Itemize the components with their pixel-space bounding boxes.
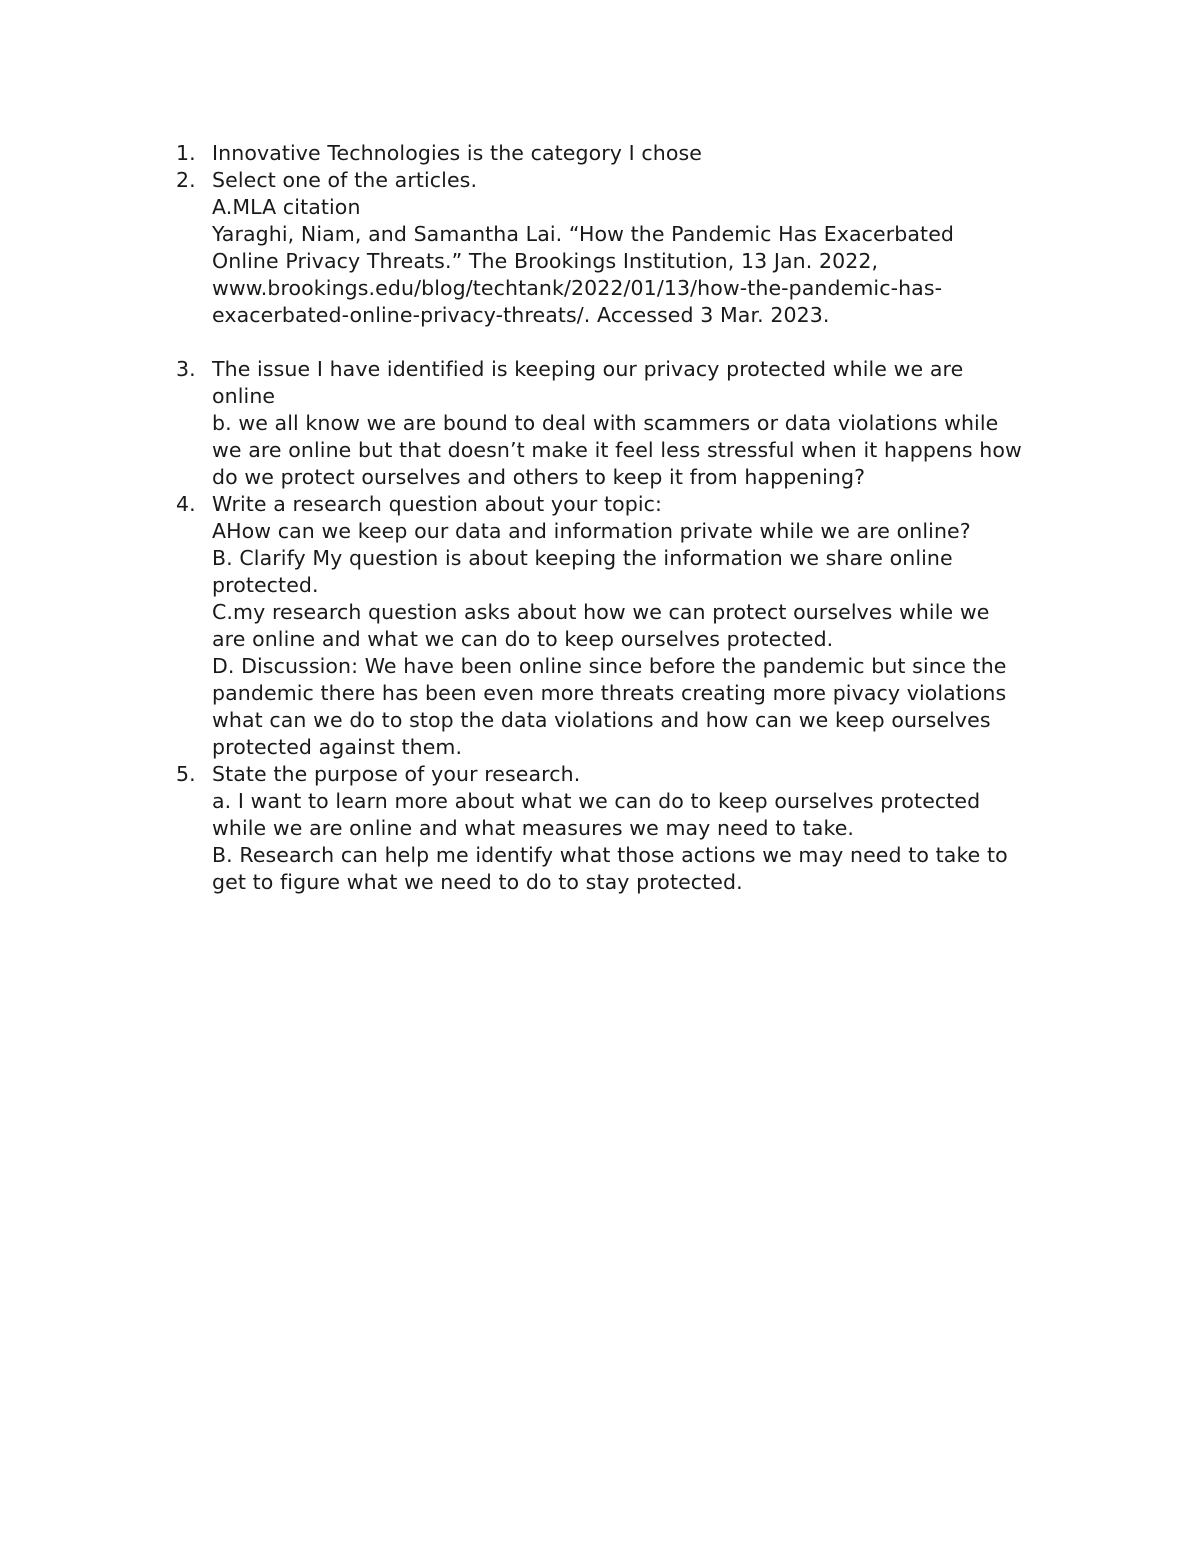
text-line: we are online but that doesn’t make it feel less stressful when it happens how [212,438,1022,462]
text-line: a. I want to learn more about what we can do to keep ourselves protected [212,789,981,813]
text-line: The issue I have identified is keeping our privacy protected while we are [212,357,964,381]
citation-line: www.brookings.edu/blog/techtank/2022/01/13/how-the-pandemic-has- [212,276,943,300]
text-line: Write a research question about your topic: [212,492,663,516]
list-item [172,761,1072,896]
numbered-list [172,140,1072,896]
text-line: get to figure what we need to do to stay protected. [212,870,743,894]
list-number: 4. [176,492,196,516]
text-line: while we are online and what measures we may need to take. [212,816,855,840]
text-line: State the purpose of your research. [212,762,581,786]
text-line: online [212,384,276,408]
text-line: D. Discussion: We have been online since before the pandemic but since the [212,654,1007,678]
list-number: 1. [176,141,196,165]
text-line: AHow can we keep our data and information private while we are online? [212,519,971,543]
text-line: Innovative Technologies is the category I chose [212,141,702,165]
text-line: pandemic there has been even more threats creating more pivacy violations [212,681,1007,705]
list-item [172,356,1072,491]
text-line: protected against them. [212,735,463,759]
citation-line: Online Privacy Threats.” The Brookings Institution, 13 Jan. 2022, [212,249,879,273]
blank-line [212,329,1072,356]
list-number: 3. [176,357,196,381]
citation-line: exacerbated-online-privacy-threats/. Accessed 3 Mar. 2023. [212,303,830,327]
text-line: B. Research can help me identify what those actions we may need to take to [212,843,1008,867]
text-line: what can we do to stop the data violations and how can we keep ourselves [212,708,991,732]
text-line: A.MLA citation [212,195,361,219]
list-number: 5. [176,762,196,786]
text-line: B. Clarify My question is about keeping the information we share online [212,546,953,570]
text-line: Select one of the articles. [212,168,478,192]
list-number: 2. [176,168,196,192]
text-line: are online and what we can do to keep ourselves protected. [212,627,834,651]
list-item [172,140,1072,167]
list-item [172,167,1072,356]
text-line: protected. [212,573,319,597]
citation-line: Yaraghi, Niam, and Samantha Lai. “How the Pandemic Has Exacerbated [212,222,955,246]
text-line: b. we all know we are bound to deal with scammers or data violations while [212,411,999,435]
list-item [172,491,1072,761]
text-line: C.my research question asks about how we can protect ourselves while we [212,600,990,624]
text-line: do we protect ourselves and others to keep it from happening? [212,465,866,489]
